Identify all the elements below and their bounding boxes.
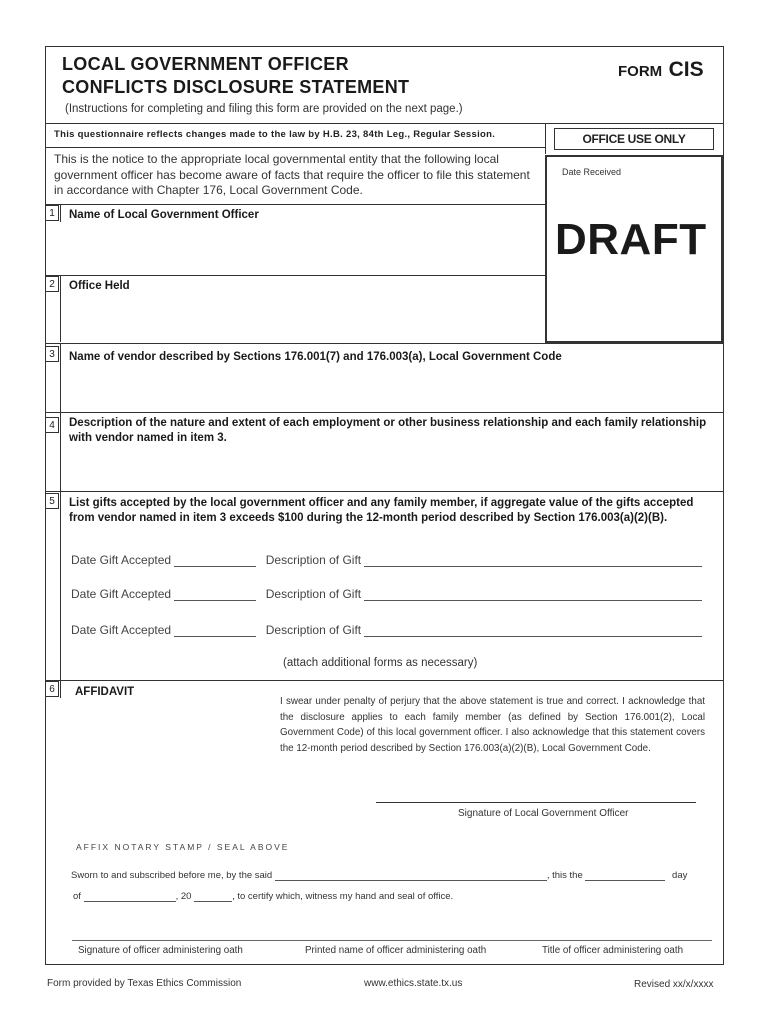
footer-provided-by: Form provided by Texas Ethics Commission: [47, 978, 242, 989]
officer-signature-caption: Signature of Local Government Officer: [458, 808, 629, 819]
gift-description-input[interactable]: [364, 589, 702, 601]
gift-description-input[interactable]: [364, 555, 702, 567]
item-label-officer-name: Name of Local Government Officer: [69, 209, 259, 221]
notary-stamp-label: AFFIX NOTARY STAMP / SEAL ABOVE: [76, 842, 290, 852]
divider: [45, 275, 545, 276]
divider: [45, 412, 724, 413]
item-number-3: 3: [45, 346, 59, 362]
vendor-name-field[interactable]: [62, 368, 722, 410]
gift-description-label: Description of Gift: [265, 587, 362, 601]
footer-revised: Revised xx/x/xxxx: [634, 979, 714, 990]
sworn-this: , this the: [546, 870, 583, 881]
item-number-4: 4: [45, 417, 59, 433]
item-number-1: 1: [45, 205, 59, 221]
draft-watermark: DRAFT: [555, 215, 707, 264]
date-gift-label: Date Gift Accepted: [71, 553, 172, 567]
sworn-prefix: Sworn to and subscribed before me, by the said: [71, 870, 273, 881]
gift-row: [71, 587, 702, 601]
date-gift-input[interactable]: [174, 625, 256, 637]
gift-description-input[interactable]: [364, 625, 702, 637]
sworn-year-input[interactable]: [194, 893, 232, 902]
questionnaire-note: This questionnaire reflects changes made to the law by H.B. 23, 84th Leg., Regular Session.: [54, 129, 496, 140]
affidavit-statement: I swear under penalty of perjury that the above statement is true and correct. I acknowledge that the disclosure applies to each family member (as defined by Section 176.001(2), Local Government Code) of this local government officer. I also acknowledge that this statement covers the 12-month period described by Section 176.003(a)(2)(B), Local Government Code.: [280, 696, 705, 754]
gift-row: [71, 623, 702, 637]
affidavit-heading: AFFIDAVIT: [75, 686, 135, 698]
oath-printed-name-caption: Printed name of officer administering oath: [305, 945, 487, 956]
sworn-line: [71, 870, 687, 881]
form-id: [618, 58, 704, 82]
gift-description-label: Description of Gift: [265, 553, 362, 567]
gift-row: [71, 553, 702, 567]
item-number-5: 5: [45, 493, 59, 509]
date-gift-label: Date Gift Accepted: [71, 623, 172, 637]
divider: [45, 204, 545, 205]
form-title-line2: CONFLICTS DISCLOSURE STATEMENT: [62, 77, 410, 97]
certify-text: , to certify which, witness my hand and seal of office.: [232, 891, 454, 902]
date-gift-input[interactable]: [174, 555, 256, 567]
year-prefix: , 20: [175, 891, 192, 902]
sworn-day-word: day: [672, 870, 688, 881]
item-number-6: 6: [45, 681, 59, 697]
office-use-header: [545, 124, 725, 154]
oath-signature-caption: Signature of officer administering oath: [78, 945, 243, 956]
divider: [60, 276, 61, 342]
notice-text: This is the notice to the appropriate local governmental entity that the following local government officer has become aware of facts that require the officer to file this statement in accordance with Chapter 176, Local Government Code.: [54, 152, 530, 197]
attach-note: (attach additional forms as necessary): [283, 657, 478, 669]
oath-title-caption: Title of officer administering oath: [542, 945, 684, 956]
oath-signature-line[interactable]: [72, 940, 712, 941]
office-use-title: OFFICE USE ONLY: [554, 128, 714, 150]
item-label-vendor-name: Name of vendor described by Sections 176.001(7) and 176.003(a), Local Government Code: [69, 351, 562, 363]
item-number-2: 2: [45, 276, 59, 292]
date-gift-input[interactable]: [174, 589, 256, 601]
item-label-relationship: Description of the nature and extent of each employment or other business relationship and each family relationship with vendor named in item 3.: [69, 417, 707, 444]
office-held-field[interactable]: [62, 296, 542, 340]
divider: [45, 343, 724, 344]
instructions-note: (Instructions for completing and filing this form are provided on the next page.): [65, 103, 463, 115]
sworn-date-line: [73, 891, 453, 902]
date-received-label: Date Received: [562, 167, 622, 177]
divider: [60, 492, 61, 680]
sworn-day-input[interactable]: [585, 872, 665, 881]
item-label-office-held: Office Held: [69, 280, 130, 292]
sworn-month-input[interactable]: [84, 893, 176, 902]
item-label-gifts: List gifts accepted by the local government officer and any family member, if aggregate value of the gifts accepted from vendor named in item 3 exceeds $100 during the 12-month period described by Section 176.003(a)(2)(B).: [69, 497, 694, 524]
officer-signature-line[interactable]: [376, 802, 696, 803]
date-gift-label: Date Gift Accepted: [71, 587, 172, 601]
divider: [45, 491, 724, 492]
divider: [60, 413, 61, 491]
divider: [45, 680, 724, 681]
office-use-box: [545, 155, 723, 343]
sworn-name-input[interactable]: [275, 872, 547, 881]
form-word: FORM: [618, 63, 663, 80]
footer-website[interactable]: www.ethics.state.tx.us: [364, 978, 463, 989]
form-code: CIS: [668, 58, 704, 81]
relationship-field[interactable]: [62, 448, 722, 488]
divider: [60, 205, 61, 222]
divider: [45, 147, 545, 148]
divider: [60, 681, 61, 698]
of-word: of: [73, 891, 81, 902]
divider: [60, 344, 61, 412]
gift-description-label: Description of Gift: [265, 623, 362, 637]
form-title-line1: LOCAL GOVERNMENT OFFICER: [62, 54, 349, 74]
officer-name-field[interactable]: [62, 225, 542, 273]
